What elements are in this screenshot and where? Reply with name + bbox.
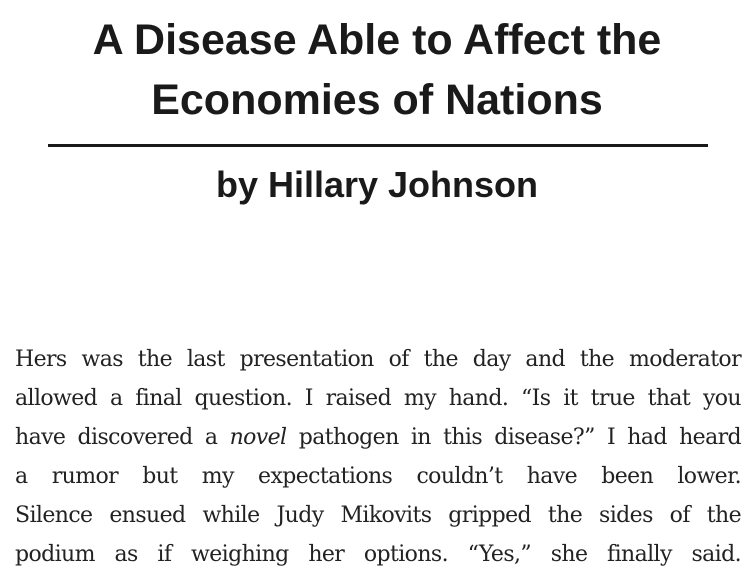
emphasized-word: novel bbox=[229, 425, 287, 450]
title-line-1: A Disease Able to Affect the bbox=[92, 16, 662, 64]
body-line-3-start: have discovered a bbox=[15, 425, 230, 450]
article-body bbox=[15, 340, 741, 574]
title-line-2: Economies of Nations bbox=[151, 76, 603, 124]
body-line-3 bbox=[15, 418, 741, 457]
body-line-3-end: pathogen in this disease?” I had heard bbox=[286, 425, 741, 450]
body-line-2: allowed a final question. I raised my hand. “Is it true that you bbox=[15, 386, 741, 411]
title-divider bbox=[48, 144, 708, 147]
body-line-4: a rumor but my expectations couldn’t have been lower. bbox=[15, 464, 741, 489]
body-line-6: podium as if weighing her options. “Yes,” she finally said. bbox=[15, 542, 741, 567]
article-title bbox=[0, 10, 754, 130]
body-line-1: Hers was the last presentation of the day and the moderator bbox=[15, 347, 741, 372]
body-line-5: Silence ensued while Judy Mikovits gripped the sides of the bbox=[15, 503, 741, 528]
byline: by Hillary Johnson bbox=[215, 164, 539, 205]
